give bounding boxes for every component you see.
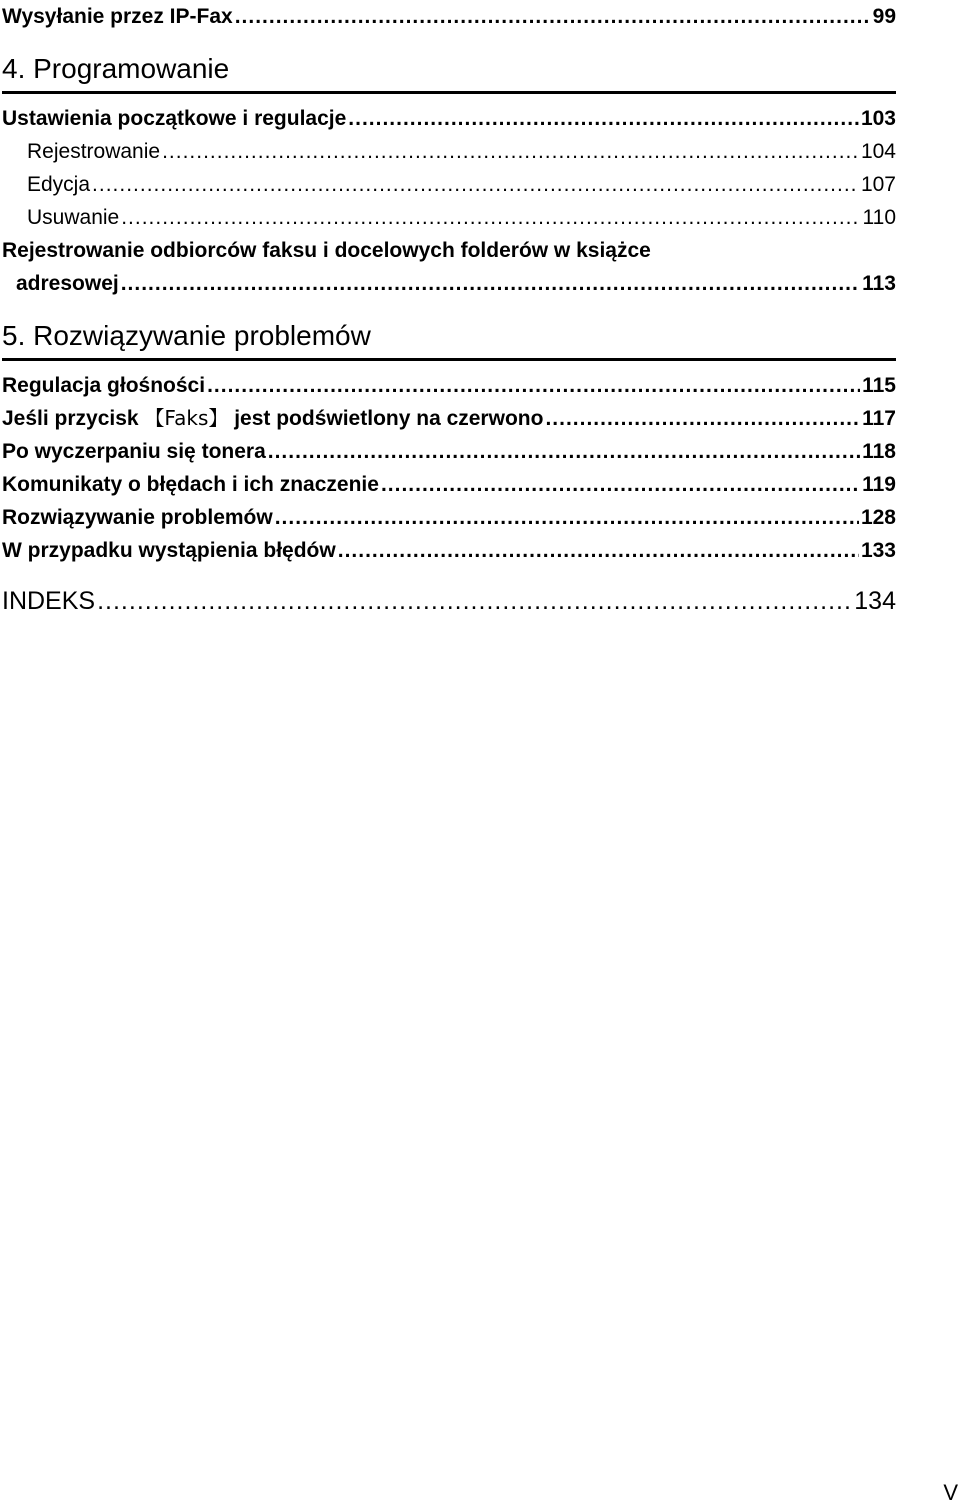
toc-entry-indeks[interactable] [2, 581, 896, 621]
toc-entry-title: Po wyczerpaniu się tonera [2, 440, 266, 463]
toc-entry-usuwanie[interactable] [2, 201, 896, 234]
toc-entry-rozwiazywanie[interactable] [2, 501, 896, 534]
toc-entry-page: 115 [862, 374, 896, 397]
dot-leader [348, 102, 859, 135]
toc-entry-title: Ustawienia początkowe i regulacje [2, 107, 347, 130]
toc-entry-line2 [2, 267, 896, 300]
toc-entry-page: 133 [860, 539, 896, 562]
dot-leader [92, 168, 859, 201]
toc-entry-ip-fax[interactable] [2, 0, 896, 33]
dot-leader [97, 581, 852, 621]
toc-entry-page: 134 [854, 587, 896, 615]
dot-leader [545, 402, 860, 435]
toc-entry-regulacja[interactable] [2, 369, 896, 402]
dot-leader [207, 369, 860, 402]
toc-entry-title-line1: Rejestrowanie odbiorców faksu i docelowych folderów w książce [2, 239, 651, 262]
toc-entry-page: 110 [862, 206, 896, 229]
toc-entry-title [2, 402, 543, 435]
toc-entry-title: Regulacja głośności [2, 374, 206, 397]
chapter-heading-5: 5. Rozwiązywanie problemów [2, 314, 896, 361]
toc-entry-title: W przypadku wystąpienia błędów [2, 539, 336, 562]
dot-leader [381, 468, 860, 501]
toc-entry-rejestrowanie[interactable] [2, 135, 896, 168]
toc-entry-title: Edycja [27, 173, 91, 196]
dot-leader [275, 501, 859, 534]
toc-entry-page: 119 [862, 473, 896, 496]
toc-entry-title: Wysyłanie przez IP-Fax [2, 5, 233, 28]
toc-entry-page: 103 [860, 107, 896, 130]
toc-entry-title: INDEKS [2, 587, 96, 615]
toc-entry-title-after: jest podświetlony na czerwono [228, 407, 544, 430]
toc-entry-rejestrowanie-odbiorcow[interactable] [2, 234, 896, 300]
dot-leader [162, 135, 859, 168]
dot-leader [235, 0, 871, 33]
page-number: V [943, 1480, 958, 1505]
toc-entry-page: 107 [860, 173, 896, 196]
table-of-contents [2, 0, 896, 621]
toc-entry-edycja[interactable] [2, 168, 896, 201]
toc-entry-bledy[interactable] [2, 534, 896, 567]
toc-entry-page: 118 [862, 440, 896, 463]
toc-entry-komunikaty[interactable] [2, 468, 896, 501]
chapter-heading-4: 4. Programowanie [2, 47, 896, 94]
toc-entry-title: Rozwiązywanie problemów [2, 506, 273, 529]
dot-leader [338, 534, 859, 567]
toc-entry-page: 113 [862, 272, 896, 295]
toc-entry-page: 128 [860, 506, 896, 529]
toc-entry-page: 99 [872, 5, 896, 28]
dot-leader [121, 267, 860, 300]
toc-entry-title: Komunikaty o błędach i ich znaczenie [2, 473, 379, 496]
toc-entry-title: Rejestrowanie [27, 140, 161, 163]
toc-entry-page: 117 [862, 407, 896, 430]
toc-entry-title-line2: adresowej [16, 272, 119, 295]
toc-entry-title: Usuwanie [27, 206, 120, 229]
dot-leader [268, 435, 860, 468]
dot-leader [121, 201, 860, 234]
faks-key-label: 【Faks】 [144, 406, 229, 430]
toc-entry-toner[interactable] [2, 435, 896, 468]
toc-entry-ustawienia[interactable] [2, 102, 896, 135]
toc-entry-page: 104 [860, 140, 896, 163]
toc-entry-title-before: Jeśli przycisk [2, 407, 145, 430]
toc-entry-faks-czerwono[interactable] [2, 402, 896, 435]
